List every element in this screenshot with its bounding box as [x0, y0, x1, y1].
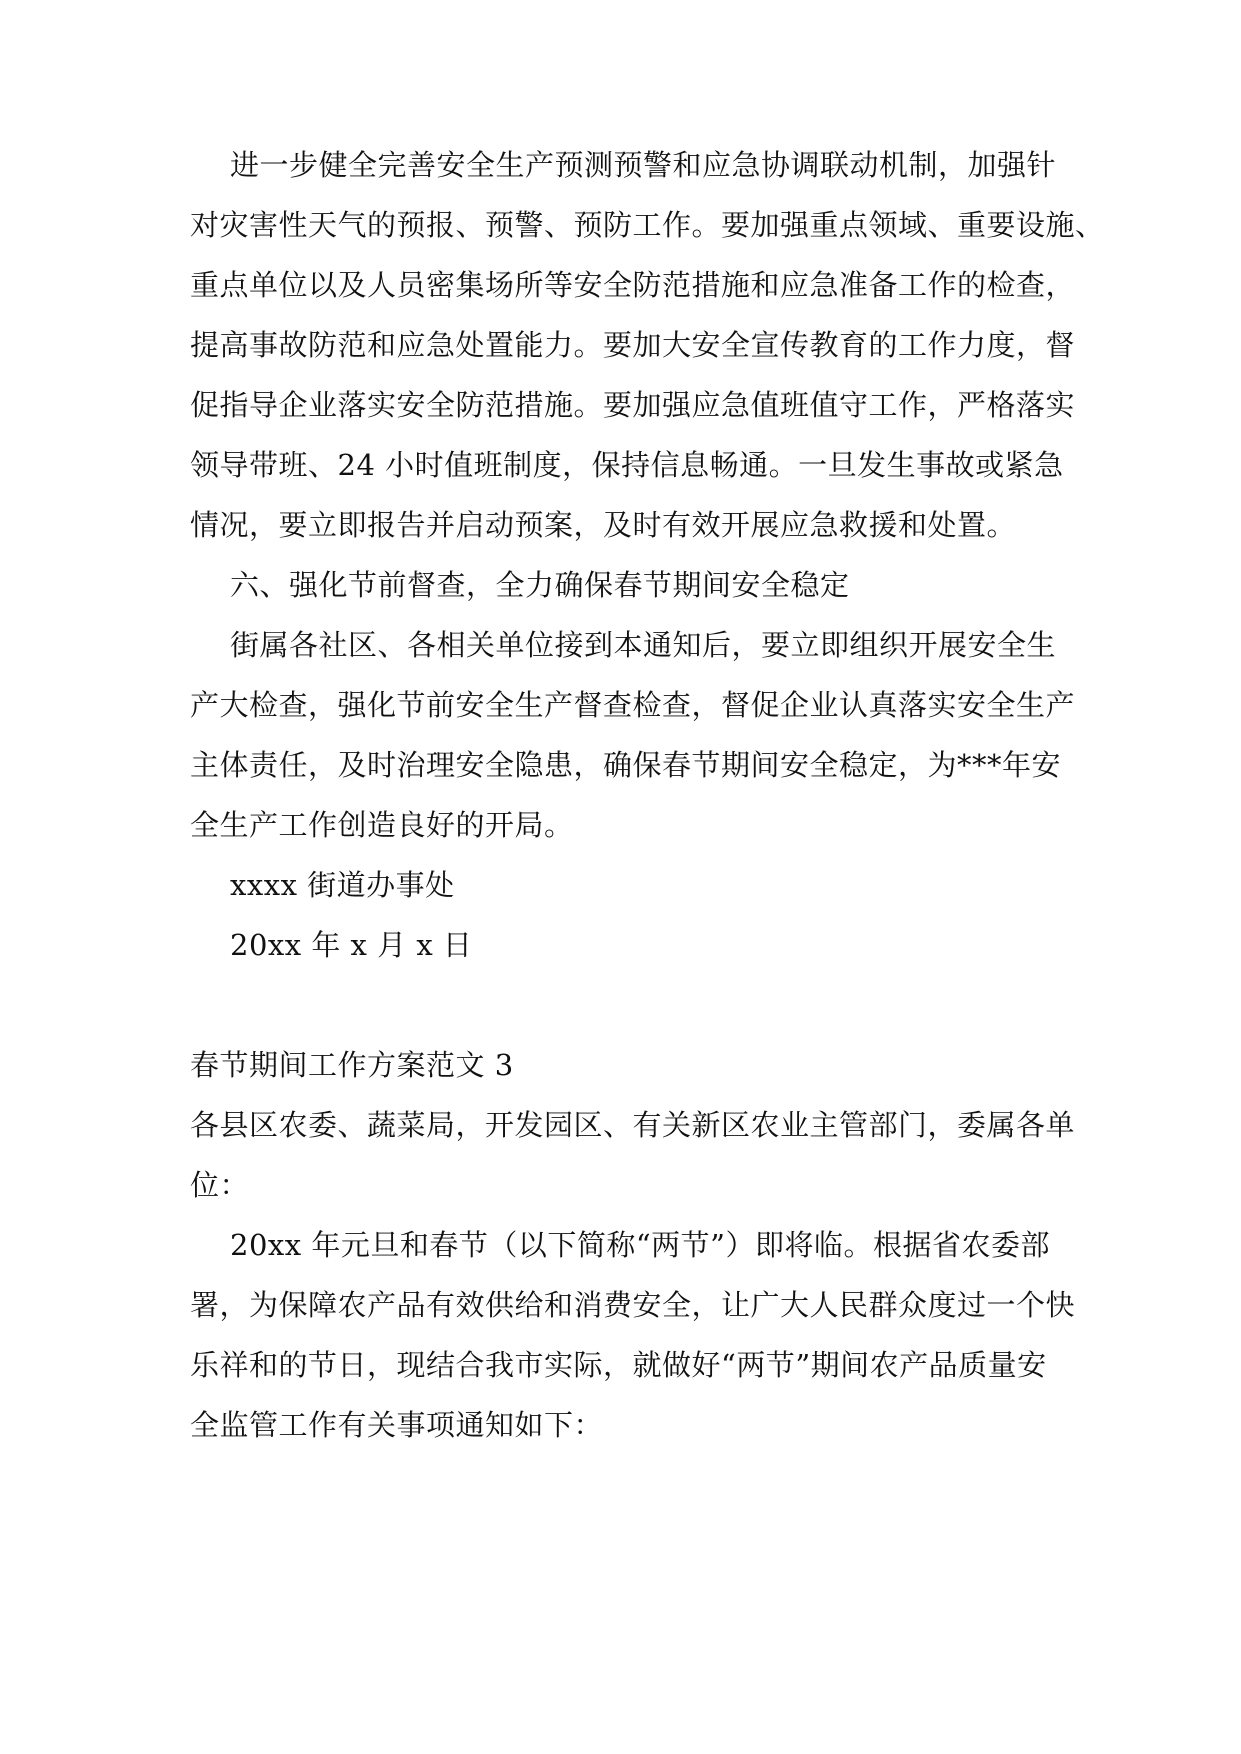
paragraph-line: 提高事故防范和应急处置能力。要加大安全宣传教育的工作力度，督	[190, 328, 1076, 362]
signature-date: 20xx 年 x 月 x 日	[230, 928, 473, 962]
paragraph-line: 全监管工作有关事项通知如下：	[190, 1408, 604, 1442]
paragraph-line: 领导带班、24 小时值班制度，保持信息畅通。一旦发生事故或紧急	[190, 448, 1064, 482]
paragraph-line: 署，为保障农产品有效供给和消费安全，让广大人民群众度过一个快	[190, 1288, 1076, 1322]
paragraph-line: 主体责任，及时治理安全隐患，确保春节期间安全稳定，为***年安	[190, 748, 1062, 782]
paragraph-line: 重点单位以及人员密集场所等安全防范措施和应急准备工作的检查，	[190, 268, 1076, 302]
addressee-line: 各县区农委、蔬菜局，开发园区、有关新区农业主管部门，委属各单	[190, 1108, 1076, 1142]
paragraph-line: 20xx 年元旦和春节（以下简称“两节”）即将临。根据省农委部	[230, 1228, 1050, 1262]
document-title: 春节期间工作方案范文 3	[190, 1048, 514, 1082]
paragraph-line: 乐祥和的节日，现结合我市实际，就做好“两节”期间农产品质量安	[190, 1348, 1047, 1382]
addressee-line: 位：	[190, 1168, 250, 1202]
paragraph-line: 进一步健全完善安全生产预测预警和应急协调联动机制，加强针	[230, 148, 1057, 182]
section-heading: 六、强化节前督查，全力确保春节期间安全稳定	[230, 568, 850, 602]
paragraph-line: 产大检查，强化节前安全生产督查检查，督促企业认真落实安全生产	[190, 688, 1076, 722]
signature-office: xxxx 街道办事处	[230, 868, 455, 902]
paragraph-line: 街属各社区、各相关单位接到本通知后，要立即组织开展安全生	[230, 628, 1057, 662]
paragraph-line: 对灾害性天气的预报、预警、预防工作。要加强重点领域、重要设施、	[190, 208, 1105, 242]
paragraph-line: 全生产工作创造良好的开局。	[190, 808, 574, 842]
paragraph-line: 情况，要立即报告并启动预案，及时有效开展应急救援和处置。	[190, 508, 1017, 542]
paragraph-line: 促指导企业落实安全防范措施。要加强应急值班值守工作，严格落实	[190, 388, 1076, 422]
